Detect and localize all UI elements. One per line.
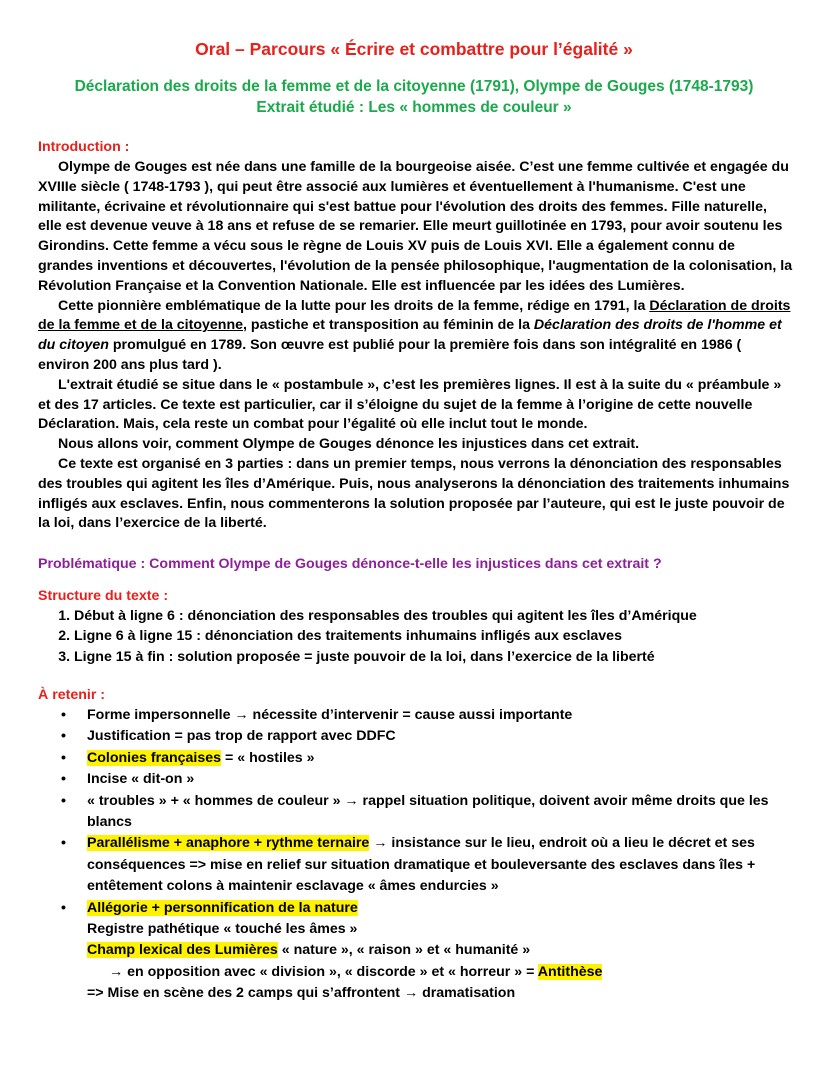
- intro-paragraph-1: Olympe de Gouges est née dans une famille de la bourgeoise aisée. C’est une femme cultivée et engagée du XVIIIe siècle ( 1748-1793 ), qui peut être associé aux lumières et éventuellement à l'humanisme. C'est une militante, écrivaine et révolutionnaire qui s'est battue pour l'évolution des droits des femmes. Fille naturelle, elle est devenue veuve à 18 ans et refuse de se remarier. Elle meurt guillotinée en 1793, pour avoir soutenu les Girondins. Cette femme a vécu sous le règne de Louis XV puis de Louis XVI. Elle a également connu de grandes inventions et découvertes, l'évolution de la pensée philosophique, l'augmentation de la colonisation, la Révolution Française et la Convention Nationale. Elle est influencée par les idées des Lumières.: [38, 159, 793, 294]
- intro-paragraph-2: [38, 297, 794, 376]
- bullet-icon: •: [61, 707, 66, 723]
- problematique: Problématique : Comment Olympe de Gouges dénonce-t-elle les injustices dans cet extrait ?: [38, 556, 662, 572]
- list-item: [38, 705, 790, 726]
- extract-subtitle: Extrait étudié : Les « hommes de couleur »: [256, 99, 572, 116]
- bullet-icon: •: [61, 899, 66, 916]
- intro-paragraph-3: L'extrait étudié se situe dans le « postambule », c’est les premières lignes. Il est à la suite du « préambule » et des 17 articles. Ce texte est particulier, car il s’éloigne du sujet de la femme à l’origine de cette nouvelle Déclaration. Mais, cela reste un combat pour l’égalité où elle inclut tout le monde.: [38, 376, 782, 433]
- highlight: Parallélisme + anaphore + rythme ternaire: [87, 835, 370, 852]
- highlight: Antithèse: [537, 963, 603, 980]
- bullet-icon: •: [61, 728, 66, 745]
- intro-section: [38, 158, 794, 534]
- highlight: Champ lexical des Lumières: [87, 942, 278, 959]
- p2-text-c: promulgué en 1789. Son œuvre est publié pour la première fois dans son intégralité en 1986 ( environ 200 ans plus tard ).: [38, 337, 742, 373]
- list-item: [38, 748, 790, 769]
- item-text: Registre pathétique « touché les âmes »: [87, 921, 358, 938]
- list-item: [38, 833, 790, 897]
- highlight: Allégorie + personnification de la nature: [87, 899, 358, 916]
- bullet-icon: •: [61, 749, 66, 766]
- list-item: [38, 791, 790, 834]
- intro-paragraph-4: Nous allons voir, comment Olympe de Gouges dénonce les injustices dans cet extrait.: [58, 436, 640, 453]
- intro-heading: Introduction :: [38, 139, 130, 155]
- structure-item: 3. Ligne 15 à fin : solution proposée = juste pouvoir de la loi, dans l’exercice de la liberté: [74, 647, 794, 667]
- list-item: [38, 769, 790, 790]
- retenir-list: [38, 705, 790, 1005]
- structure-heading: Structure du texte :: [38, 588, 169, 604]
- work-subtitle: Déclaration des droits de la femme et de la citoyenne (1791), Olympe de Gouges (1748-1793): [74, 78, 754, 95]
- bullet-icon: •: [61, 771, 66, 788]
- item-text: → en opposition avec « division », « discorde » et « horreur » =: [109, 963, 538, 980]
- item-text: Incise « dit-on »: [87, 771, 195, 788]
- item-text: = « hostiles »: [221, 749, 315, 766]
- item-text: « troubles » + « hommes de couleur » → rappel situation politique, doivent avoir même droits que les blancs: [87, 792, 769, 831]
- retenir-heading: À retenir :: [38, 687, 106, 703]
- bullet-icon: •: [61, 835, 66, 852]
- structure-item: 1. Début à ligne 6 : dénonciation des responsables des troubles qui agitent les îles d’Amérique: [74, 606, 794, 626]
- highlight: Colonies françaises: [87, 749, 222, 766]
- item-text: → insistance sur le lieu, endroit où a lieu le décret et ses conséquences => mise en relief sur situation dramatique et bouleversante des esclaves dans îles + entêtement colons à maintenir esclavage « âmes endurcies »: [87, 835, 756, 895]
- intro-paragraph-5: Ce texte est organisé en 3 parties : dans un premier temps, nous verrons la dénonciation des responsables des troubles qui agitent les îles d’Amérique. Puis, nous analyserons la dénonciation des traitements inhumains infligés aux esclaves. Enfin, nous commenterons la solution proposée par l’auteure, qui est le juste pouvoir de la loi, dans l’exercice de la liberté.: [38, 455, 790, 532]
- p2-text-a: Cette pionnière emblématique de la lutte pour les droits de la femme, rédige en 1791, la: [58, 297, 650, 314]
- ddfc-title: Déclaration de droits de la femme et de la citoyenne: [38, 297, 791, 334]
- item-text: => Mise en scène des 2 camps qui s’affrontent → dramatisation: [87, 985, 516, 1002]
- bullet-icon: •: [61, 792, 66, 809]
- list-item: [38, 898, 790, 1005]
- item-text: « nature », « raison » et « humanité »: [277, 942, 531, 959]
- list-item: [38, 726, 790, 747]
- structure-item: 2. Ligne 6 à ligne 15 : dénonciation des traitements inhumains infligés aux esclaves: [74, 626, 794, 646]
- item-text: Forme impersonnelle → nécessite d’intervenir = cause aussi importante: [87, 707, 573, 723]
- ddhc-title: Déclaration des droits de l'homme et du citoyen: [38, 317, 782, 354]
- p2-text-b: , pastiche et transposition au féminin de la: [243, 317, 534, 334]
- structure-list: [38, 606, 794, 667]
- item-text: Justification = pas trop de rapport avec DDFC: [87, 728, 396, 745]
- page-title: Oral – Parcours « Écrire et combattre pour l’égalité »: [195, 39, 633, 59]
